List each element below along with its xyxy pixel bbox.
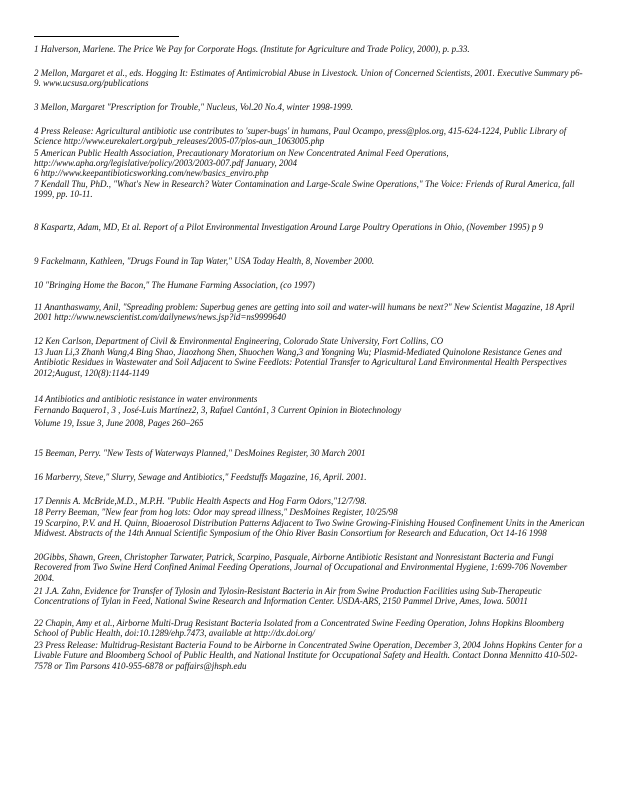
footnote-12: 12 Ken Carlson, Department of Civil & Environmental Engineering, Colorado State University, Fort Collins, CO [34, 336, 444, 346]
footnote-8: 8 Kaspartz, Adam, MD, Et al. Report of a Pilot Environmental Investigation Around Large Poultry Operations in Ohio, (November 1995) p 9 [34, 222, 544, 232]
footnote-10: 10 "Bringing Home the Bacon," The Humane Farming Association, (co 1997) [34, 280, 315, 290]
footnote-18: 18 Perry Beeman, "New fear from hog lots: Odor may spread illness," DesMoines Register, 10/25/98 [34, 507, 398, 517]
footnote-23: 23 Press Release: Multidrug-Resistant Bacteria Found to be Airborne in Concentrated Swine Operation, December 3, 2004 Johns Hopkins Center for a Livable Future and Bloomberg School of Public Health, and National Institute for Occupational Safety and Health. Contact Donna Mennitto 410-502-7578 or Tim Parsons 410-955-6878 or paffairs@jhsph.edu [34, 640, 583, 671]
footnote-21: 21 J.A. Zahn, Evidence for Transfer of Tylosin and Tylosin-Resistant Bacteria in Air from Swine Production Facilities using Sub-Therapeutic Concentrations of Tylan in Feed, National Swine Research and Information Center. USDA-ARS, 2150 Pammel Drive, Ames, Iowa. 50011 [34, 586, 542, 607]
footnote-17: 17 Dennis A. McBride,M.D., M.P.H. "Public Health Aspects and Hog Farm Odors,"12/7/98. [34, 496, 367, 506]
footnote-14-authors: Fernando Baquero1, 3 , José-Luis Martínez2, 3, Rafael Cantón1, 3 Current Opinion in Biotechnology [34, 405, 402, 415]
footnote-4: 4 Press Release: Agricultural antibiotic use contributes to 'super-bugs' in humans, Paul Ocampo, press@plos.org, 415-624-1224, Public Library of Science http://www.eurekalert.org/pub_releases/2005-07/plos-aun_1063005.php [34, 126, 567, 147]
footnote-20: 20Gibbs, Shawn, Green, Christopher Tarwater, Patrick, Scarpino, Pasquale, Airborne Antibiotic Resistant and Nonresistant Bacteria and Fungi Recovered from Two Swine Herd Confined Animal Feeding Operations, Journal of Occupational and Environmental Hygiene, 1:699-706 November 2004. [34, 552, 568, 583]
footnote-19: 19 Scarpino, P.V. and H. Quinn, Bioaerosol Distribution Patterns Adjacent to Two Swine Growing-Finishing Housed Confinement Units in the American Midwest. Abstracts of the 14th Annual Scientific Symposium of the Ohio River Basin Consortium for Research and Education, Oct 14-16 1998 [34, 518, 585, 539]
footnote-14-volume: Volume 19, Issue 3, June 2008, Pages 260–265 [34, 418, 204, 428]
footnote-separator [34, 36, 179, 37]
footnote-5: 5 American Public Health Association, Precautionary Moratorium on New Concentrated Animal Feed Operations, http://www.apha.org/legislative/policy/2003/2003-007.pdf January, 2004 [34, 148, 449, 169]
footnote-22: 22 Chapin, Amy et al., Airborne Multi-Drug Resistant Bacteria Isolated from a Concentrated Swine Feeding Operation, Johns Hopkins Bloomberg School of Public Health, doi:10.1289/ehp.7473, available at http://dx.doi.org/ [34, 618, 564, 639]
footnote-13: 13 Juan Li,3 Zhanh Wang,4 Bing Shao, Jiaozhong Shen, Shuochen Wang,3 and Yongning Wu; Plasmid-Mediated Quinolone Resistance Genes and Antibiotic Residues in Wastewater and Soil Adjacent to Swine Feedlots: Potential Transfer to Agricultural Land Environmental Health Perspectives 2012;August, 120(8):1144-1149 [34, 347, 567, 378]
footnote-14: 14 Antibiotics and antibiotic resistance in water environments [34, 394, 258, 404]
footnote-15: 15 Beeman, Perry. "New Tests of Waterways Planned," DesMoines Register, 30 March 2001 [34, 448, 366, 458]
footnote-7: 7 Kendall Thu, PhD., "What's New in Research? Water Contamination and Large-Scale Swine Operations," The Voice: Friends of Rural America, fall 1999, pp. 10-11. [34, 179, 575, 200]
footnote-11: 11 Ananthaswamy, Anil, "Spreading problem: Superbug genes are getting into soil and water-will humans be next?" New Scientist Magazine, 18 April 2001 http://www.newscientist.com/dailynews/news.jsp?id=ns9999640 [34, 302, 575, 323]
footnote-6: 6 http://www.keepantibioticsworking.com/new/basics_enviro.php [34, 168, 269, 178]
footnote-2: 2 Mellon, Margaret et al., eds. Hogging It: Estimates of Antimicrobial Abuse in Livestock. Union of Concerned Scientists, 2001. Executive Summary p6-9. www.ucsusa.org/publications [34, 68, 583, 89]
footnote-9: 9 Fackelmann, Kathleen, "Drugs Found in Tap Water," USA Today Health, 8, November 2000. [34, 256, 375, 266]
footnote-3: 3 Mellon, Margaret "Prescription for Trouble," Nucleus, Vol.20 No.4, winter 1998-1999. [34, 102, 353, 112]
footnote-1: 1 Halverson, Marlene. The Price We Pay for Corporate Hogs. (Institute for Agriculture and Trade Policy, 2000), p. p.33. [34, 44, 470, 54]
footnote-16: 16 Marberry, Steve," Slurry, Sewage and Antibiotics," Feedstuffs Magazine, 16, April. 2001. [34, 472, 367, 482]
